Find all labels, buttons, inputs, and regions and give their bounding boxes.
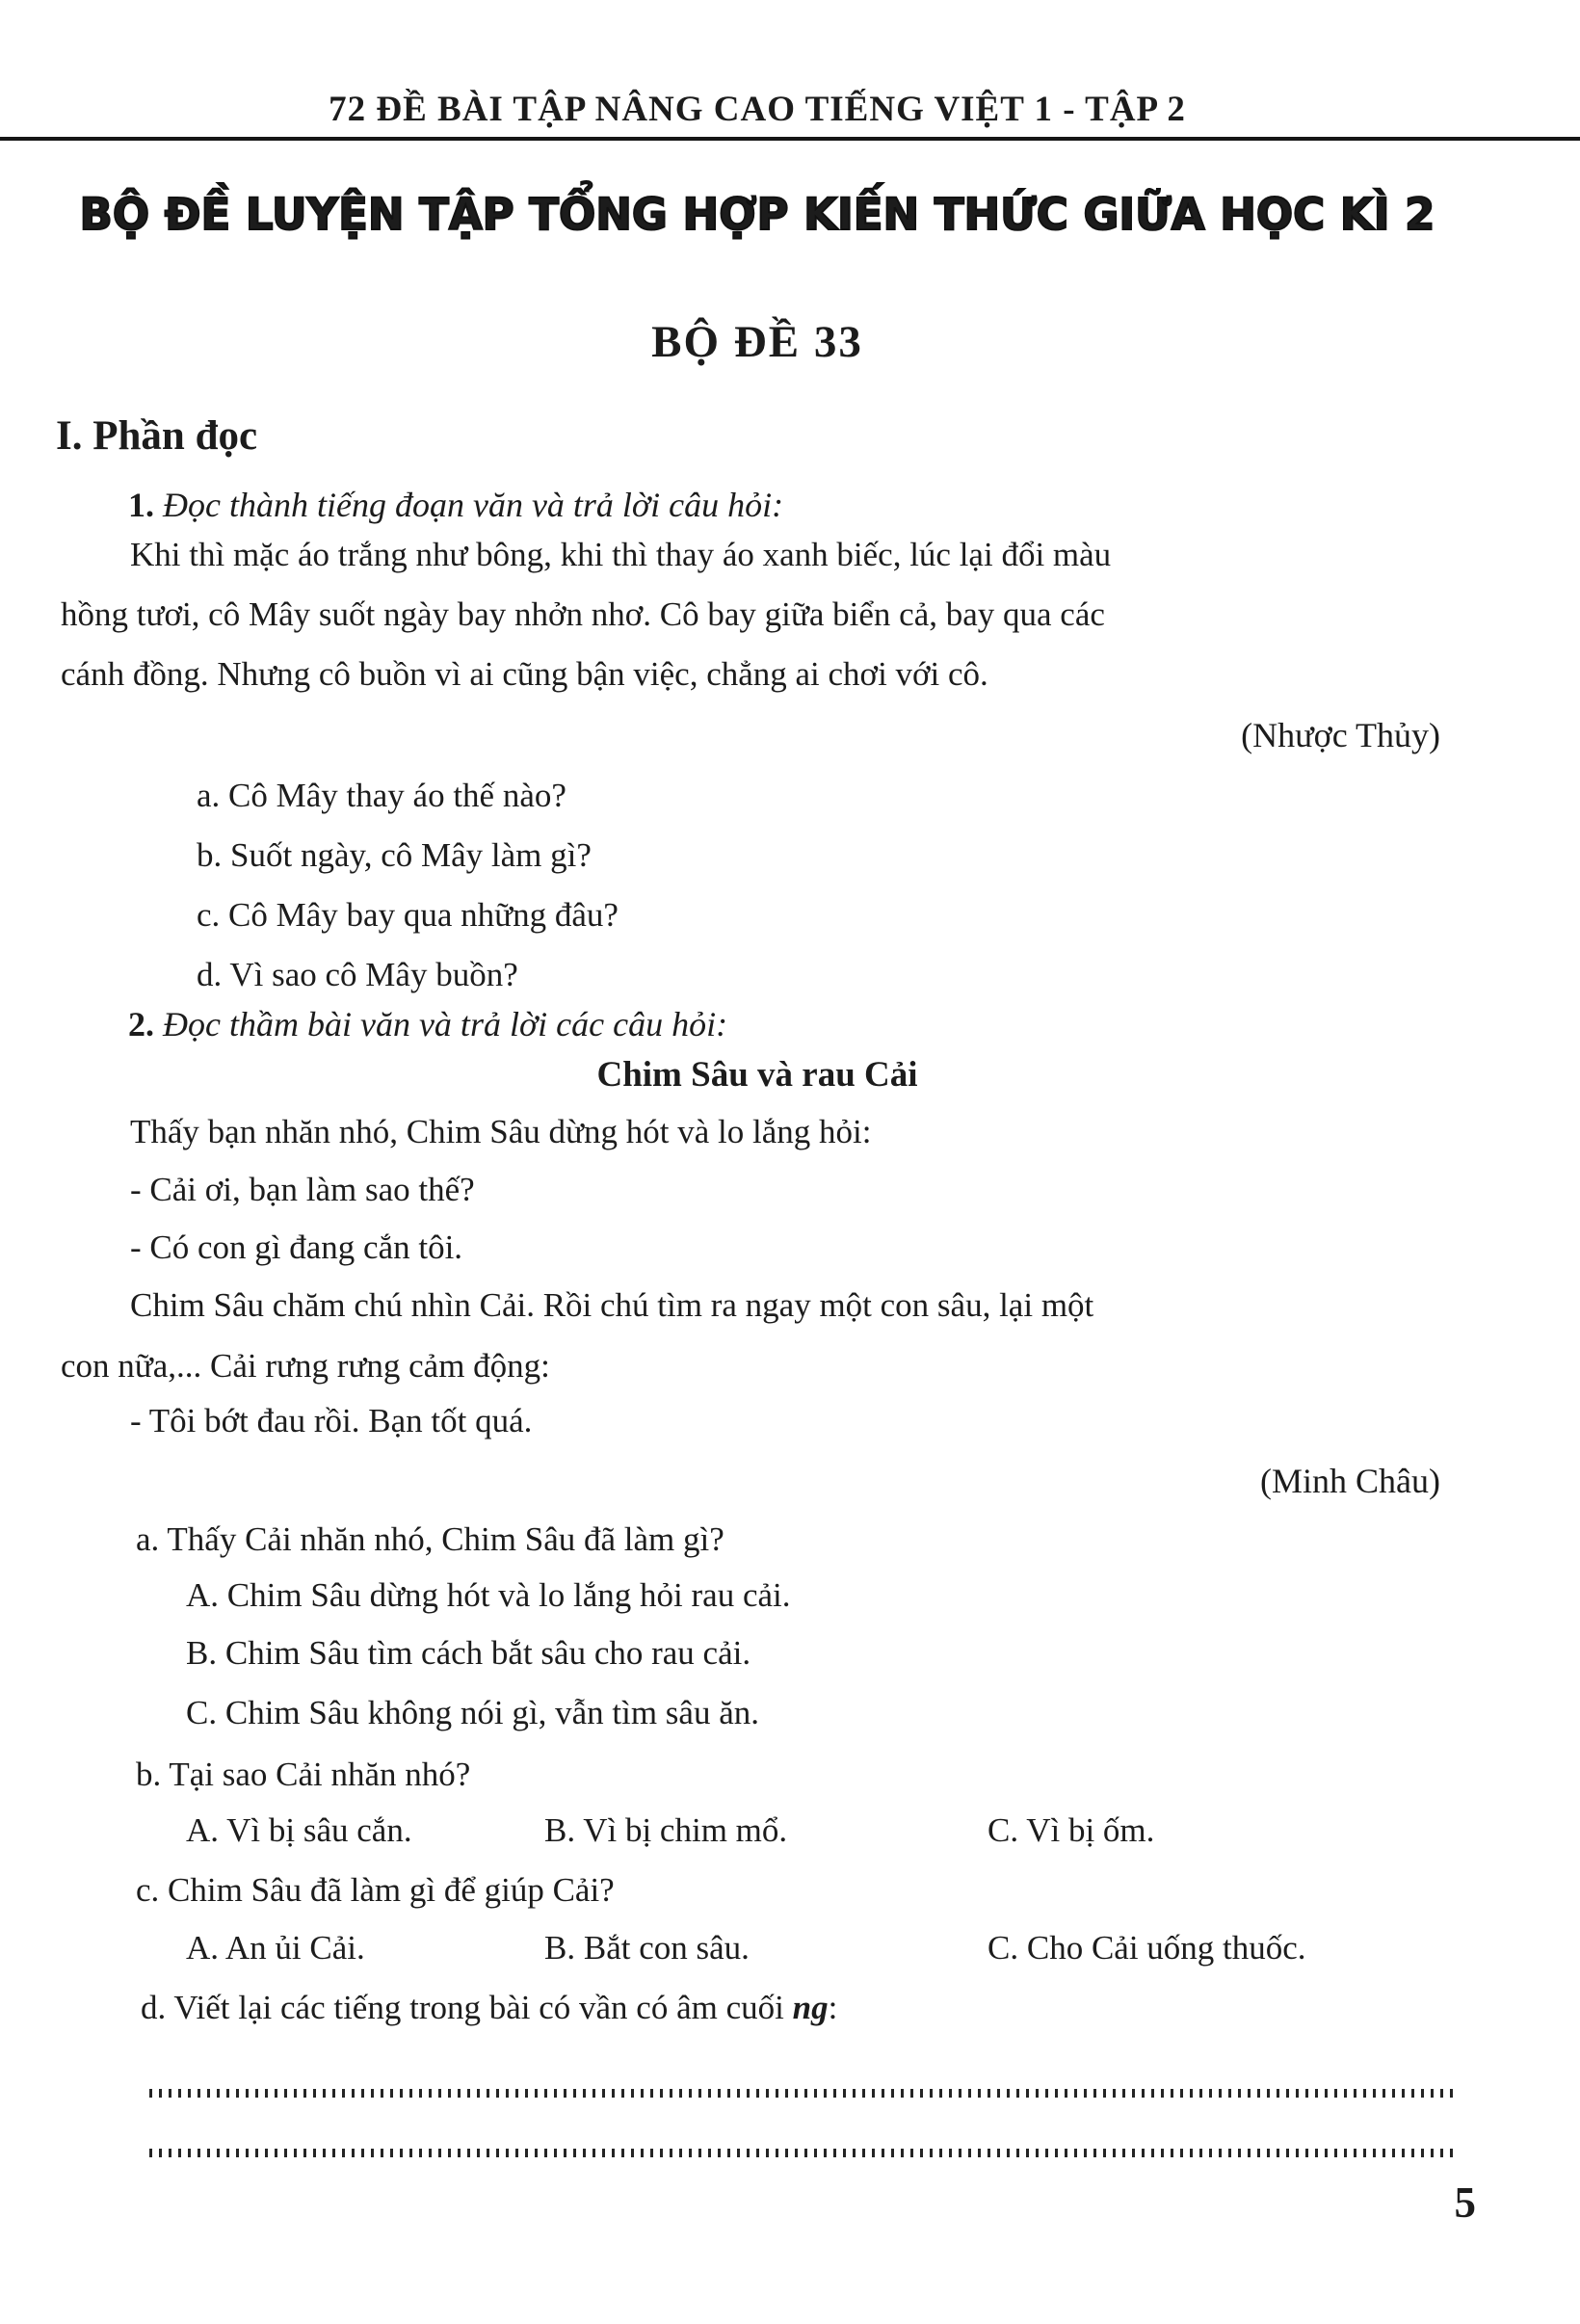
- question-b-option: A. Vì bị sâu cắn.: [186, 1811, 412, 1849]
- passage-author: (Nhược Thủy): [1241, 716, 1440, 754]
- question-d-prefix: d. Viết lại các tiếng trong bài có vần có âm cuối: [141, 1989, 793, 2026]
- question-b-label: b. Tại sao Cải nhăn nhó?: [136, 1756, 471, 1793]
- passage-line: Khi thì mặc áo trắng như bông, khi thì thay áo xanh biếc, lúc lại đổi màu: [130, 536, 1112, 573]
- story-line: Chim Sâu chăm chú nhìn Cải. Rồi chú tìm ra ngay một con sâu, lại một: [130, 1286, 1094, 1324]
- question-item: a. Cô Mây thay áo thế nào?: [197, 777, 566, 814]
- question-a-option: B. Chim Sâu tìm cách bắt sâu cho rau cải.: [186, 1634, 751, 1672]
- question-item: d. Vì sao cô Mây buồn?: [197, 956, 518, 993]
- question-d-emphasis: ng: [792, 1989, 829, 2026]
- exam-title: BỘ ĐỀ 33: [651, 317, 863, 367]
- passage-line: cánh đồng. Nhưng cô buồn vì ai cũng bận việc, chẳng ai chơi với cô.: [61, 655, 988, 693]
- question-b-option: C. Vì bị ốm.: [988, 1811, 1155, 1849]
- task1-number: 1.: [128, 486, 154, 524]
- question-c-option: B. Bắt con sâu.: [544, 1929, 750, 1967]
- question-b-options: [186, 1811, 1154, 1850]
- task1-instruction: [128, 485, 783, 525]
- story-author: (Minh Châu): [1260, 1462, 1440, 1500]
- header-divider: [0, 137, 1580, 141]
- story-title: Chim Sâu và rau Cải: [596, 1055, 918, 1095]
- task1-text: Đọc thành tiếng đoạn văn và trả lời câu hỏi:: [163, 486, 784, 524]
- question-item: b. Suốt ngày, cô Mây làm gì?: [197, 836, 592, 874]
- part1-heading: I. Phần đọc: [56, 413, 258, 459]
- story-line: - Tôi bớt đau rồi. Bạn tốt quá.: [130, 1402, 533, 1439]
- question-a-label: a. Thấy Cải nhăn nhó, Chim Sâu đã làm gì?: [136, 1520, 724, 1558]
- question-a-option: A. Chim Sâu dừng hót và lo lắng hỏi rau cải.: [186, 1576, 791, 1614]
- question-c-option: C. Cho Cải uống thuốc.: [988, 1929, 1306, 1967]
- story-line: - Có con gì đang cắn tôi.: [130, 1228, 463, 1266]
- question-d-suffix: :: [828, 1989, 838, 2026]
- answer-dotted-line: [149, 2149, 1455, 2157]
- answer-dotted-line: [149, 2089, 1455, 2098]
- question-b-option: B. Vì bị chim mổ.: [544, 1811, 788, 1849]
- question-c-label: c. Chim Sâu đã làm gì để giúp Cải?: [136, 1871, 615, 1909]
- running-header: 72 ĐỀ BÀI TẬP NÂNG CAO TIẾNG VIỆT 1 - TẬP 2: [329, 90, 1186, 129]
- task2-number: 2.: [128, 1005, 154, 1043]
- page-number: 5: [1454, 2179, 1476, 2227]
- story-line: - Cải ơi, bạn làm sao thế?: [130, 1171, 475, 1208]
- question-d-label: [141, 1989, 837, 2027]
- task2-text: Đọc thầm bài văn và trả lời các câu hỏi:: [163, 1005, 728, 1043]
- story-line: Thấy bạn nhăn nhó, Chim Sâu dừng hót và lo lắng hỏi:: [130, 1113, 872, 1150]
- passage-line: hồng tươi, cô Mây suốt ngày bay nhởn nhơ. Cô bay giữa biển cả, bay qua các: [61, 595, 1105, 633]
- section-banner: BỘ ĐỀ LUYỆN TẬP TỔNG HỢP KIẾN THỨC GIỮA HỌC KÌ 2: [79, 189, 1435, 240]
- question-c-options: [186, 1929, 1306, 1967]
- task2-instruction: [128, 1004, 727, 1044]
- question-c-option: A. An ủi Cải.: [186, 1929, 365, 1967]
- story-line: con nữa,... Cải rưng rưng cảm động:: [61, 1347, 550, 1385]
- question-item: c. Cô Mây bay qua những đâu?: [197, 896, 619, 934]
- question-a-option: C. Chim Sâu không nói gì, vẫn tìm sâu ăn.: [186, 1694, 759, 1731]
